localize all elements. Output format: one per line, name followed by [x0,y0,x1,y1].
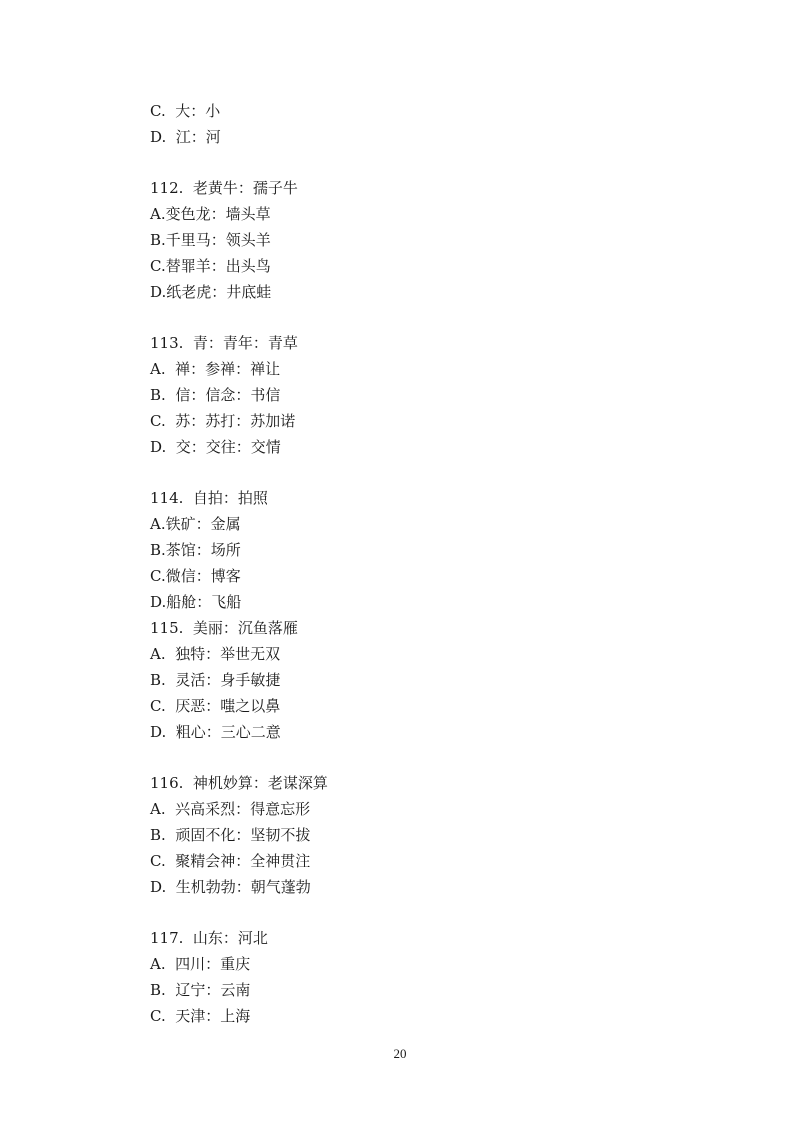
option-line: D.纸老虎：井底蛙 [150,283,272,301]
question-block [150,925,710,1029]
option-line: A. 独特：举世无双 [150,645,281,663]
question-stem: 116. 神机妙算：老谋深算 [150,774,328,792]
question-block [150,330,710,460]
option-line: A. 四川：重庆 [150,955,251,973]
option-line: B.千里马：领头羊 [150,231,271,249]
page-number: 20 [393,1046,407,1061]
option-line: B. 信：信念：书信 [150,386,281,404]
option-line: C. 大：小 [150,102,221,120]
option-line: D. 交：交往：交情 [150,438,281,456]
question-stem: 112. 老黄牛：孺子牛 [150,179,298,197]
question-block [150,770,710,900]
option-line: A.铁矿：金属 [150,515,241,533]
question-block [150,485,710,615]
option-line: C. 厌恶：嗤之以鼻 [150,697,281,715]
option-line: C. 天津：上海 [150,1007,251,1025]
option-line: C. 聚精会神：全神贯注 [150,852,311,870]
question-stem: 113. 青：青年：青草 [150,334,298,352]
question-block [150,615,710,745]
option-line: B. 顽固不化：坚韧不拔 [150,826,311,844]
option-line: B.茶馆：场所 [150,541,241,559]
option-line: B. 辽宁：云南 [150,981,251,999]
question-block [150,175,710,305]
option-line: A. 禅：参禅：禅让 [150,360,281,378]
option-line: B. 灵活：身手敏捷 [150,671,281,689]
option-line: D.船舱：飞船 [150,593,242,611]
option-line: A.变色龙：墙头草 [150,205,271,223]
option-line: D. 粗心：三心二意 [150,723,281,741]
option-line: C.替罪羊：出头鸟 [150,257,271,275]
option-line: A. 兴高采烈：得意忘形 [150,800,311,818]
question-stem: 117. 山东：河北 [150,929,268,947]
option-line: D. 生机勃勃：朝气蓬勃 [150,878,311,896]
option-line: C.微信：博客 [150,567,241,585]
question-block [150,98,710,150]
document-page [150,98,710,1029]
question-stem: 115. 美丽：沉鱼落雁 [150,619,298,637]
question-stem: 114. 自拍：拍照 [150,489,268,507]
option-line: D. 江：河 [150,128,221,146]
option-line: C. 苏：苏打：苏加诺 [150,412,296,430]
